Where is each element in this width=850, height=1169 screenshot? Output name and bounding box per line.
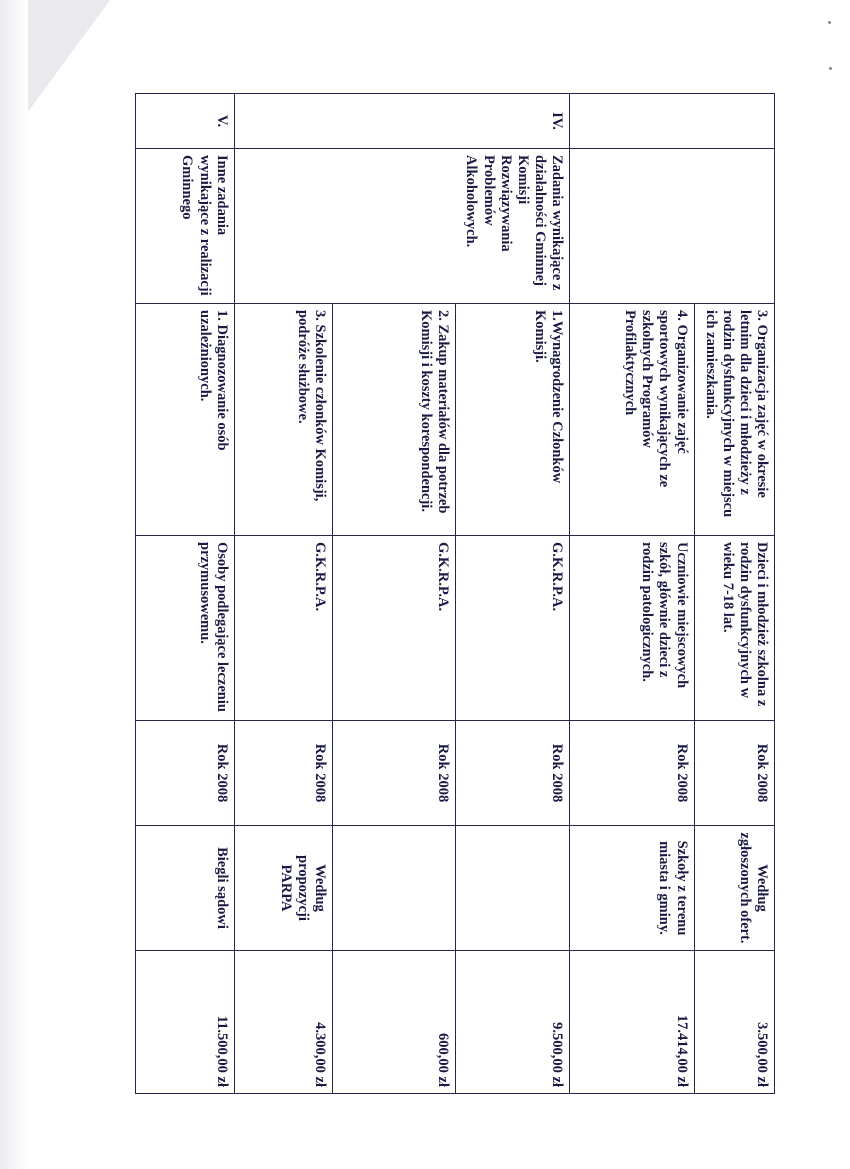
section-title-cell (570, 149, 775, 304)
task-cell: 4. Organizowanie zajęć sportowych wynikających ze szkolnych Programów Profilaktycznych (570, 304, 695, 536)
section-number-cell: V. (136, 94, 235, 149)
partner-cell: Biegli sądowi (136, 826, 235, 951)
amount-cell: 3.500,00 zł (694, 951, 774, 1094)
table-row (455, 94, 569, 1094)
task-cell: 2. Zakup materiałów dla potrzeb Komisji i koszty korespondencji. (333, 304, 456, 536)
table-row (694, 94, 774, 1094)
amount-cell: 4.300,00 zł (234, 951, 333, 1094)
term-cell: Rok 2008 (234, 721, 333, 826)
section-number-cell: IV. (234, 94, 569, 149)
term-cell: Rok 2008 (136, 721, 235, 826)
recipients-cell: G.K.R.P.A. (455, 536, 569, 721)
term-cell: Rok 2008 (570, 721, 695, 826)
amount-cell: 9.500,00 zł (455, 951, 569, 1094)
recipients-cell: Uczniowie miejscowych szkół, głównie dzieci z rodzin patologicznych. (570, 536, 695, 721)
rotated-document-page (135, 93, 775, 1093)
term-cell: Rok 2008 (455, 721, 569, 826)
term-cell: Rok 2008 (333, 721, 456, 826)
partner-cell: Według propozycji PARPA (234, 826, 333, 951)
partner-cell (333, 826, 456, 951)
partner-cell (455, 826, 569, 951)
scan-edge (0, 0, 28, 1169)
section-number-cell (570, 94, 775, 149)
recipients-cell: Dzieci i młodzież szkolna z rodzin dysfunkcyjnych w wieku 7-18 lat. (694, 536, 774, 721)
scan-speck (829, 67, 832, 70)
recipients-cell: Osoby podlegające leczeniu przymusowemu. (136, 536, 235, 721)
program-table (135, 93, 775, 1094)
task-cell: 1. Diagnozowanie osób uzależnionych. (136, 304, 235, 536)
task-cell: 1.Wynagrodzenie Członków Komisji. (455, 304, 569, 536)
amount-cell: 11.500,00 zł (136, 951, 235, 1094)
scan-speck (828, 21, 831, 24)
term-cell: Rok 2008 (694, 721, 774, 826)
task-cell: 3. Organizacja zajęć w okresie letnim dla dzieci i młodzieży z rodzin dysfunkcyjnych w miejscu ich zamieszkania. (694, 304, 774, 536)
section-title-cell: Zadania wynikające z działalności Gminnej Komisji Rozwiązywania Problemów Alkoholowych. (234, 149, 569, 304)
amount-cell: 600,00 zł (333, 951, 456, 1094)
amount-cell: 17.414,00 zł (570, 951, 695, 1094)
partner-cell: Szkoły z terenu miasta i gminy. (570, 826, 695, 951)
recipients-cell: G.K.R.P.A. (333, 536, 456, 721)
partner-cell: Według zgłoszonych ofert. (694, 826, 774, 951)
recipients-cell: G.K.R.P.A. (234, 536, 333, 721)
task-cell: 3. Szkolenie członków Komisji, podróże służbowe. (234, 304, 333, 536)
table-row (136, 94, 235, 1094)
section-title-cell: Inne zadania wynikające z realizacji Gminnego (136, 149, 235, 304)
